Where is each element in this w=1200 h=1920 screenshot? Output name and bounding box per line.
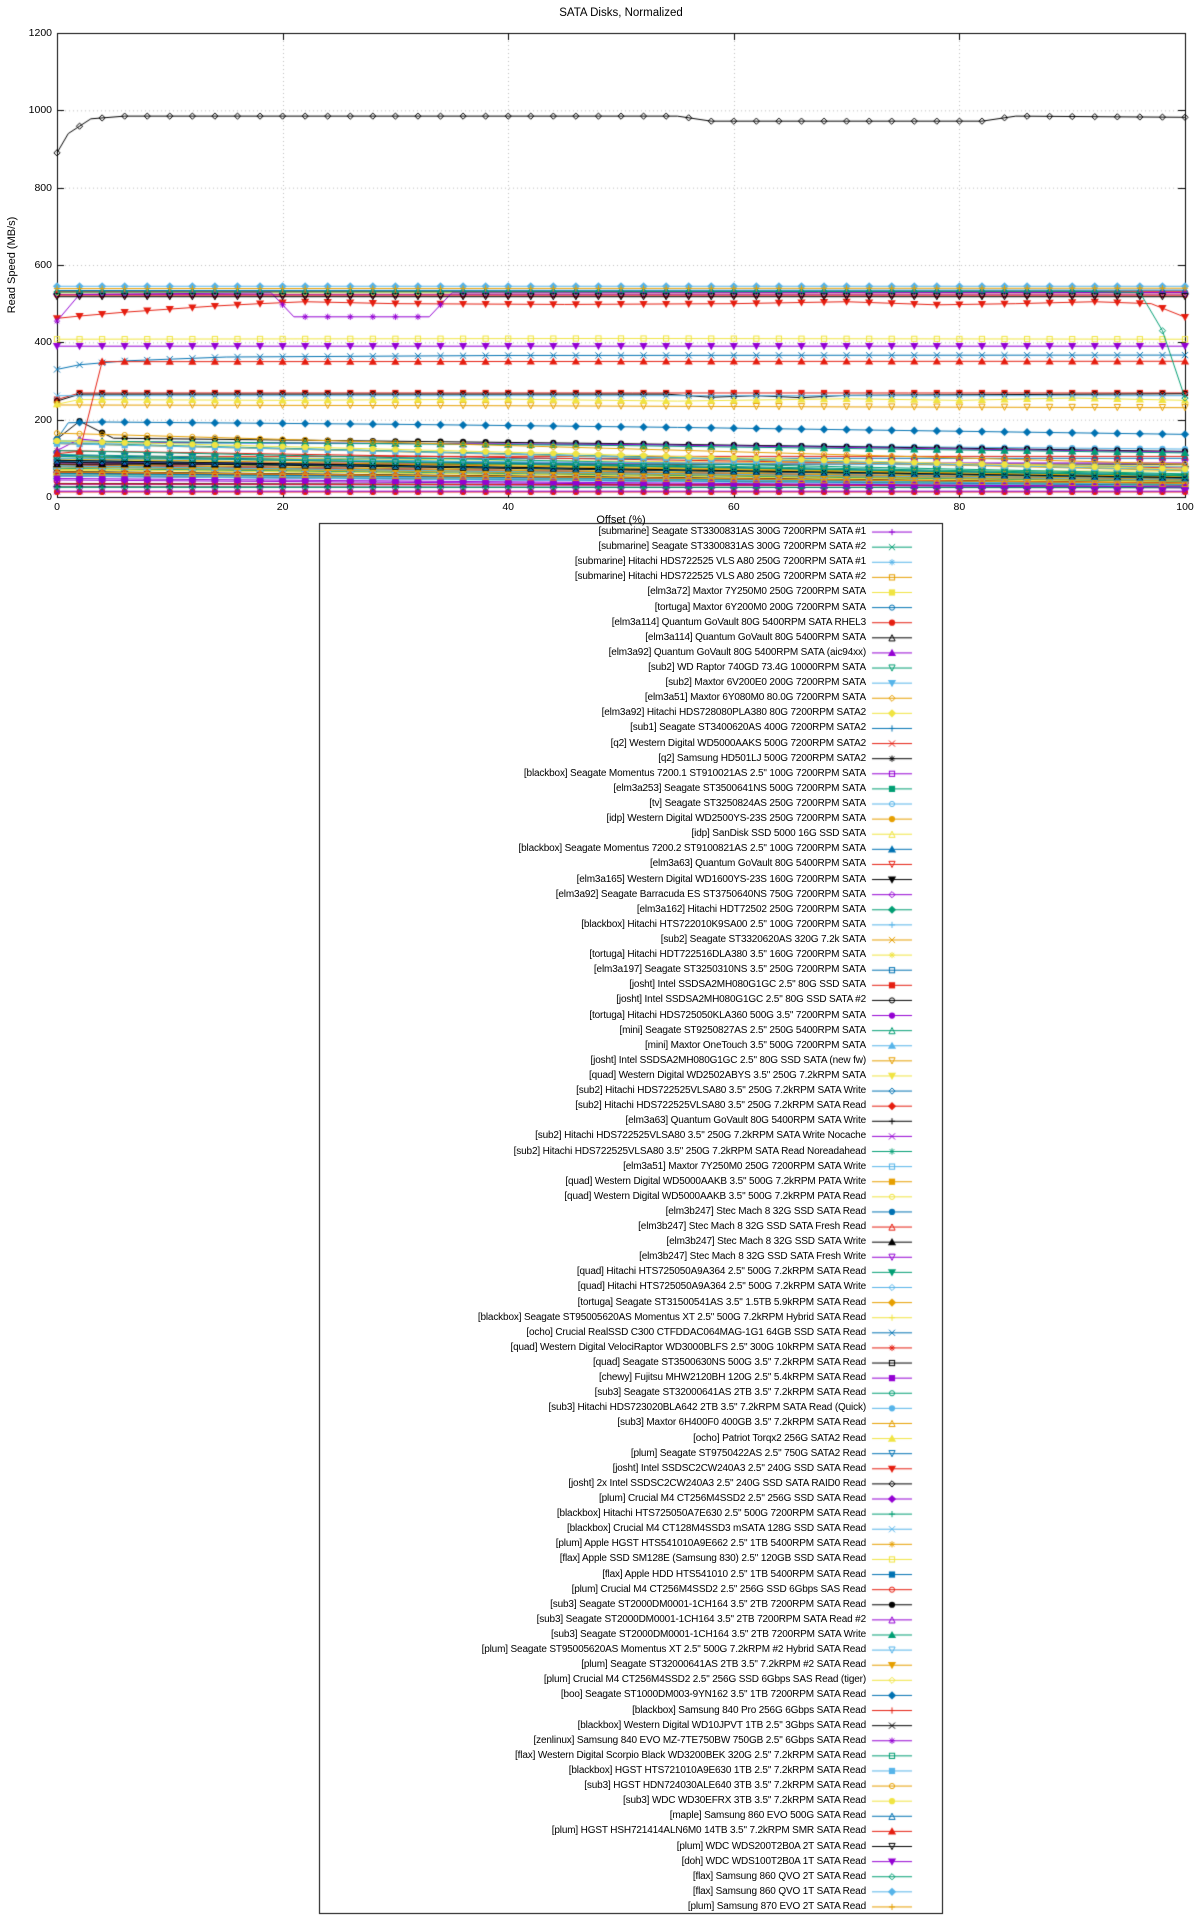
legend-entry-label: [sub2] WD Raptor 740GD 73.4G 10000RPM SATA	[648, 662, 866, 674]
x-axis-label: Offset (%)	[596, 514, 646, 526]
legend-entry-label: [plum] Crucial M4 CT256M4SSD2 2.5" 256G SSD SATA Read	[598, 1493, 866, 1504]
legend-entry-label: [plum] Seagate ST9750422AS 2.5" 750G SATA2 Read	[630, 1447, 866, 1459]
legend-entry-label: [ocho] Patriot Torqx2 256G SATA2 Read	[693, 1432, 866, 1444]
legend-entry-label: [flax] Apple SSD SM128E (Samsung 830) 2.5" 120GB SSD SATA Read	[559, 1553, 866, 1565]
x-tick-label: 0	[54, 501, 60, 513]
legend-entry-label: [elm3a92] Quantum GoVault 80G 5400RPM SATA (aic94xx)	[608, 646, 866, 658]
legend-entry-label: [sub2] Hitachi HDS722525VLSA80 3.5" 250G 7.2kRPM SATA Write Nocache	[535, 1130, 866, 1142]
legend-entry-label: [quad] Western Digital WD2502ABYS 3.5" 250G 7.2kRPM SATA	[589, 1069, 866, 1081]
x-tick-label: 60	[727, 501, 740, 513]
legend-entry-label: [blackbox] Crucial M4 CT128M4SSD3 mSATA 128G SSD SATA Read	[566, 1523, 866, 1535]
legend-entry-label: [mini] Maxtor OneTouch 3.5" 500G 7200RPM SATA	[645, 1039, 866, 1051]
legend-entry-label: [submarine] Seagate ST3300831AS 300G 7200RPM SATA #1	[598, 526, 866, 538]
legend-entry-label: [blackbox] Samsung 840 Pro 256G 6Gbps SATA Read	[632, 1704, 866, 1716]
legend-entry-label: [plum] Crucial M4 CT256M4SSD2 2.5" 256G SSD 6Gbps SAS Read	[571, 1583, 866, 1595]
legend-entry-label: [sub2] Hitachi HDS722525VLSA80 3.5" 250G 7.2kRPM SATA Read	[575, 1100, 866, 1112]
legend-entry-label: [josht] Intel SSDSA2MH080G1GC 2.5" 80G SSD SATA	[629, 979, 866, 991]
legend-entry-label: [submarine] Seagate ST3300831AS 300G 7200RPM SATA #2	[598, 541, 866, 553]
legend-entry-label: [blackbox] Seagate Momentus 7200.2 ST9100821AS 2.5" 100G 7200RPM SATA	[518, 843, 866, 855]
x-tick-label: 20	[276, 501, 289, 513]
legend-entry-label: [quad] Western Digital WD5000AAKB 3.5" 500G 7.2kRPM PATA Write	[565, 1175, 866, 1187]
legend-entry-label: [flax] Western Digital Scorpio Black WD3200BEK 320G 2.5" 7.2kRPM SATA Read	[515, 1749, 866, 1761]
legend-entry-label: [elm3a165] Western Digital WD1600YS-23S 160G 7200RPM SATA	[576, 873, 866, 885]
legend-entry-label: [plum] Seagate ST95005620AS Momentus XT 2.5" 500G 7.2kRPM #2 Hybrid SATA Read	[481, 1644, 866, 1656]
legend-entry-label: [submarine] Hitachi HDS722525 VLS A80 250G 7200RPM SATA #1	[574, 556, 866, 568]
legend-entry-label: [sub1] Seagate ST3400620AS 400G 7200RPM SATA2	[630, 722, 866, 734]
legend-entry-label: [doh] WDC WDS100T2B0A 1T SATA Read	[681, 1855, 866, 1867]
legend-entry-label: [blackbox] Seagate Momentus 7200.1 ST910021AS 2.5" 100G 7200RPM SATA	[523, 767, 866, 779]
legend-entry-label: [sub2] Hitachi HDS722525VLSA80 3.5" 250G 7.2kRPM SATA Write	[576, 1085, 866, 1097]
legend-entry-label: [ocho] Crucial RealSSD C300 CTFDDAC064MAG-1G1 64GB SSD SATA Read	[526, 1326, 866, 1338]
x-tick-label: 80	[953, 501, 966, 513]
legend-entry-label: [plum] WDC WDS200T2B0A 2T SATA Read	[676, 1840, 866, 1852]
legend-entry-label: [q2] Samsung HD501LJ 500G 7200RPM SATA2	[658, 752, 866, 764]
legend-entry-label: [flax] Apple HDD HTS541010 2.5" 1TB 5400RPM SATA Read	[602, 1568, 866, 1580]
legend-entry-label: [idp] SanDisk SSD 5000 16G SSD SATA	[691, 828, 866, 840]
legend-entry-label: [q2] Western Digital WD5000AAKS 500G 7200RPM SATA2	[610, 737, 866, 749]
legend-entry-label: [boo] Seagate ST1000DM003-9YN162 3.5" 1TB 7200RPM SATA Read	[560, 1689, 866, 1701]
legend-entry-label: [elm3a253] Seagate ST3500641NS 500G 7200RPM SATA	[613, 782, 866, 794]
legend-entry-label: [sub3] HGST HDN724030ALE640 3TB 3.5" 7.2kRPM SATA Read	[584, 1780, 866, 1792]
legend-entry-label: [idp] Western Digital WD2500YS-23S 250G 7200RPM SATA	[606, 813, 866, 825]
legend-entry-label: [chewy] Fujitsu MHW2120BH 120G 2.5" 5.4kRPM SATA Read	[598, 1372, 866, 1384]
legend-entry-label: [elm3a114] Quantum GoVault 80G 5400RPM SATA	[645, 631, 866, 643]
y-tick-label: 0	[46, 491, 52, 503]
x-tick-label: 40	[502, 501, 515, 513]
legend-entry-label: [plum] Samsung 870 EVO 2T SATA Read	[687, 1900, 866, 1912]
legend-entry-label: [sub3] Maxtor 6H400F0 400GB 3.5" 7.2kRPM SATA Read	[617, 1417, 866, 1429]
legend-entry-label: [blackbox] Western Digital WD10JPVT 1TB 2.5" 3Gbps SATA Read	[577, 1719, 866, 1731]
legend-entry-label: [elm3b247] Stec Mach 8 32G SSD SATA Fresh Write	[639, 1251, 866, 1263]
legend-entry-label: [tortuga] Maxtor 6Y200M0 200G 7200RPM SATA	[654, 601, 866, 613]
y-tick-label: 400	[34, 336, 52, 349]
legend-entry-label: [tv] Seagate ST3250824AS 250G 7200RPM SATA	[649, 798, 866, 809]
legend-entry-label: [sub2] Maxtor 6V200E0 200G 7200RPM SATA	[665, 677, 866, 689]
legend-entry-label: [elm3b247] Stec Mach 8 32G SSD SATA Read	[665, 1205, 866, 1217]
legend-entry-label: [josht] Intel SSDSC2CW240A3 2.5" 240G SSD SATA Read	[612, 1462, 866, 1474]
chart-title: SATA Disks, Normalized	[559, 7, 683, 19]
legend-entry-label: [sub3] Seagate ST2000DM0001-1CH164 3.5" 2TB 7200RPM SATA Read #2	[536, 1613, 866, 1625]
y-tick-label: 1000	[28, 104, 52, 117]
legend-entry-label: [sub3] WDC WD30EFRX 3TB 3.5" 7.2kRPM SATA Read	[622, 1795, 866, 1807]
y-tick-label: 800	[34, 181, 52, 194]
legend-entry-label: [quad] Hitachi HTS725050A9A364 2.5" 500G 7.2kRPM SATA Write	[577, 1281, 866, 1293]
legend-entry-label: [josht] 2x Intel SSDSC2CW240A3 2.5" 240G SSD SATA RAID0 Read	[568, 1477, 866, 1489]
legend-entry-label: [plum] Crucial M4 CT256M4SSD2 2.5" 256G SSD 6Gbps SAS Read (tiger)	[543, 1674, 866, 1686]
legend-entry-label: [quad] Western Digital WD5000AAKB 3.5" 500G 7.2kRPM PATA Read	[564, 1190, 866, 1202]
legend-entry-label: [quad] Hitachi HTS725050A9A364 2.5" 500G 7.2kRPM SATA Read	[576, 1266, 866, 1278]
legend-entry-label: [elm3a51] Maxtor 7Y250M0 250G 7200RPM SATA Write	[623, 1160, 866, 1172]
legend-entry-label: [submarine] Hitachi HDS722525 VLS A80 250G 7200RPM SATA #2	[574, 571, 866, 583]
legend-entry-label: [sub3] Hitachi HDS723020BLA642 2TB 3.5" 7.2kRPM SATA Read (Quick)	[548, 1402, 866, 1414]
legend-entry-label: [elm3a114] Quantum GoVault 80G 5400RPM SATA RHEL3	[611, 616, 866, 628]
legend-entry-label: [sub3] Seagate ST32000641AS 2TB 3.5" 7.2kRPM SATA Read	[594, 1387, 866, 1399]
legend-entry-label: [elm3b247] Stec Mach 8 32G SSD SATA Fresh Read	[638, 1221, 866, 1233]
y-axis-label: Read Speed (MB/s)	[6, 216, 18, 314]
legend-entry-label: [tortuga] Hitachi HDS725050KLA360 500G 3.5" 7200RPM SATA	[589, 1009, 866, 1021]
y-tick-label: 600	[34, 259, 52, 271]
legend-entry-label: [blackbox] Seagate ST95005620AS Momentus XT 2.5" 500G 7.2kRPM Hybrid SATA Read	[477, 1311, 866, 1323]
legend-entry-label: [tortuga] Hitachi HDT722516DLA380 3.5" 160G 7200RPM SATA	[589, 949, 866, 961]
legend-entry-label: [elm3a162] Hitachi HDT72502 250G 7200RPM SATA	[636, 903, 866, 915]
legend-entry-label: [plum] Apple HGST HTS541010A9E662 2.5" 1TB 5400RPM SATA Read	[555, 1538, 866, 1550]
legend-entry-label: [elm3a63] Quantum GoVault 80G 5400RPM SATA	[649, 858, 866, 870]
legend-entry-label: [zenlinux] Samsung 840 EVO MZ-7TE750BW 750GB 2.5" 6Gbps SATA Read	[533, 1734, 866, 1746]
legend-entry-label: [quad] Western Digital VelociRaptor WD3000BLFS 2.5" 300G 10kRPM SATA Read	[510, 1341, 866, 1353]
legend-entry-label: [mini] Seagate ST9250827AS 2.5" 250G 5400RPM SATA	[619, 1024, 866, 1036]
legend-entry-label: [sub3] Seagate ST2000DM0001-1CH164 3.5" 2TB 7200RPM SATA Read	[550, 1598, 866, 1610]
legend-entry-label: [flax] Samsung 860 QVO 2T SATA Read	[692, 1870, 866, 1882]
legend-entry-label: [quad] Seagate ST3500630NS 500G 3.5" 7.2kRPM SATA Read	[592, 1357, 866, 1369]
legend-entry-label: [blackbox] HGST HTS721010A9E630 1TB 2.5" 7.2kRPM SATA Read	[568, 1764, 866, 1776]
legend-entry-label: [tortuga] Seagate ST31500541AS 3.5" 1.5TB 5.9kRPM SATA Read	[577, 1296, 866, 1308]
legend-entry-label: [elm3a72] Maxtor 7Y250M0 250G 7200RPM SATA	[647, 586, 866, 598]
legend-entry-label: [flax] Samsung 860 QVO 1T SATA Read	[692, 1885, 866, 1897]
legend-entry-label: [maple] Samsung 860 EVO 500G SATA Read	[669, 1810, 866, 1822]
legend-entry-label: [sub3] Seagate ST2000DM0001-1CH164 3.5" 2TB 7200RPM SATA Write	[551, 1628, 866, 1640]
legend-entry-label: [josht] Intel SSDSA2MH080G1GC 2.5" 80G SSD SATA #2	[616, 994, 866, 1006]
legend-entry-label: [sub2] Hitachi HDS722525VLSA80 3.5" 250G 7.2kRPM SATA Read Noreadahead	[513, 1145, 866, 1157]
y-tick-label: 1200	[28, 27, 52, 39]
legend-entry-label: [elm3a197] Seagate ST3250310NS 3.5" 250G 7200RPM SATA	[593, 964, 866, 976]
legend-entry-label: [josht] Intel SSDSA2MH080G1GC 2.5" 80G SSD SATA (new fw)	[590, 1054, 866, 1066]
x-tick-label: 100	[1176, 501, 1194, 513]
legend-entry-label: [elm3a92] Hitachi HDS728080PLA380 80G 7200RPM SATA2	[601, 707, 866, 719]
legend-entry-label: [blackbox] Hitachi HTS722010K9SA00 2.5" 100G 7200RPM SATA	[581, 918, 866, 930]
legend-entry-label: [elm3a63] Quantum GoVault 80G 5400RPM SATA Write	[625, 1115, 866, 1127]
legend-entry-label: [plum] HGST HSH721414ALN6M0 14TB 3.5" 7.2kRPM SMR SATA Read	[551, 1825, 866, 1837]
legend-entry-label: [blackbox] Hitachi HTS725050A7E630 2.5" 500G 7200RPM SATA Read	[556, 1508, 866, 1520]
y-tick-label: 200	[34, 413, 52, 426]
legend-entry-label: [elm3a51] Maxtor 6Y080M0 80.0G 7200RPM SATA	[644, 692, 866, 704]
legend-entry-label: [sub2] Seagate ST3320620AS 320G 7.2k SATA	[660, 933, 866, 945]
legend-entry-label: [elm3b247] Stec Mach 8 32G SSD SATA Write	[666, 1236, 866, 1248]
legend-entry-label: [plum] Seagate ST32000641AS 2TB 3.5" 7.2kRPM #2 SATA Read	[581, 1659, 866, 1671]
legend-entry-label: [elm3a92] Seagate Barracuda ES ST3750640NS 750G 7200RPM SATA	[555, 888, 866, 900]
